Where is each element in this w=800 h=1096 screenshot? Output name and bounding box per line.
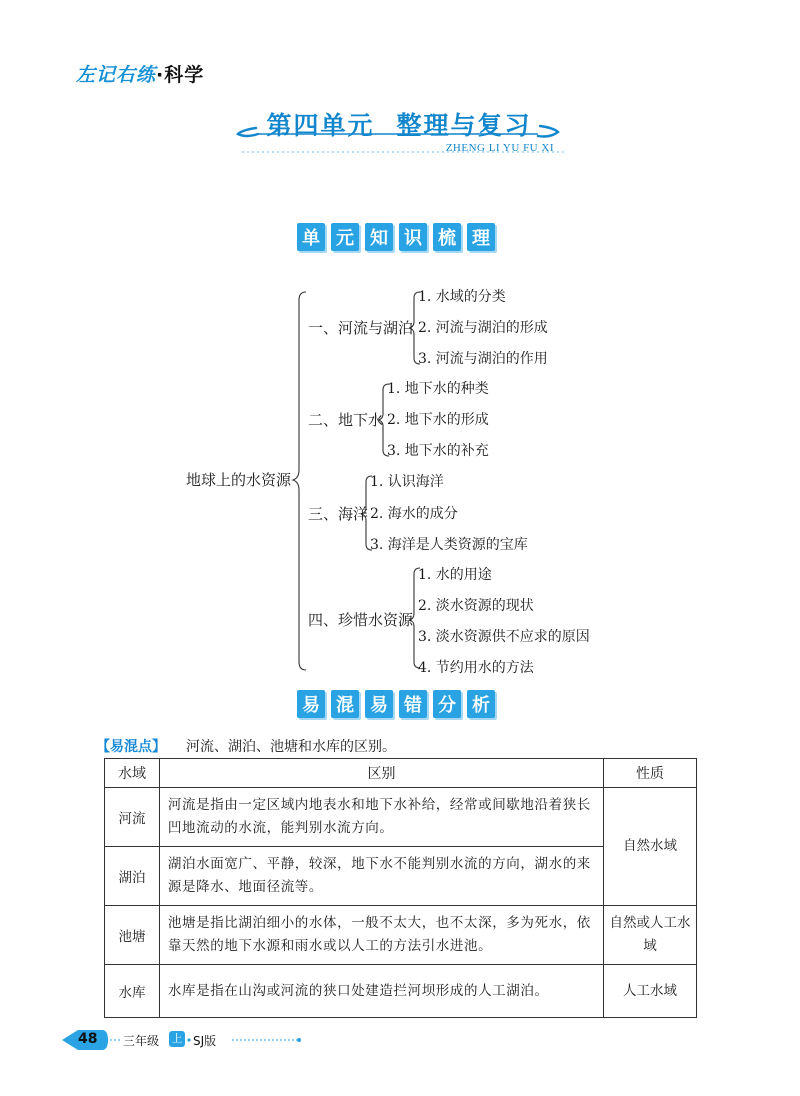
- grade-label: 三年级: [123, 1034, 160, 1048]
- heading-char: 易: [297, 690, 325, 718]
- tree-item: 3. 淡水资源供不应求的原因: [418, 629, 590, 645]
- water-body-comparison-table: [104, 758, 697, 1018]
- table-row: [105, 906, 697, 965]
- water-type-cell: 水库: [105, 965, 160, 1018]
- page-number: 48: [78, 1031, 98, 1047]
- water-type-cell: 池塘: [105, 906, 160, 965]
- tree-item: 1. 认识海洋: [370, 474, 444, 490]
- page-footer: [62, 1028, 302, 1052]
- difference-cell: 池塘是指比湖泊细小的水体，一般不太大，也不太深，多为死水，依靠天然的地下水源和雨水或以人工的方法引水进池。: [159, 906, 603, 965]
- difference-cell: 水库是指在山沟或河流的狭口处建造拦河坝形成的人工湖泊。: [159, 965, 603, 1018]
- property-cell: 自然水域: [604, 788, 697, 906]
- table-row: [105, 965, 697, 1018]
- tree-item: 3. 海洋是人类资源的宝库: [370, 537, 528, 553]
- tree-topic: 四、珍惜水资源: [308, 611, 414, 629]
- tree-item: 2. 河流与湖泊的形成: [418, 320, 548, 336]
- tree-item: 3. 地下水的补充: [387, 443, 489, 459]
- tree-item: 1. 水域的分类: [418, 289, 506, 305]
- table-header-row: [105, 759, 697, 788]
- tree-item: 2. 海水的成分: [370, 506, 458, 522]
- tree-item: 3. 河流与湖泊的作用: [418, 351, 548, 367]
- unit-title-right: 整理与复习: [396, 111, 532, 140]
- heading-char: 知: [365, 223, 393, 251]
- tree-item: 1. 水的用途: [418, 567, 492, 583]
- column-header: 区别: [159, 759, 603, 788]
- column-header: 水域: [105, 759, 160, 788]
- brand-separator: ·: [156, 64, 165, 86]
- tree-topic: 一、河流与湖泊: [308, 319, 414, 337]
- water-type-cell: 湖泊: [105, 847, 160, 906]
- property-cell: 人工水域: [604, 965, 697, 1018]
- brand-name: 左记右练: [76, 64, 157, 86]
- heading-char: 错: [399, 690, 427, 718]
- tree-item: 2. 地下水的形成: [387, 412, 489, 428]
- unit-title-left: 第四单元: [266, 111, 375, 140]
- confusion-section-heading: [297, 690, 495, 718]
- heading-char: 元: [331, 223, 359, 251]
- property-cell: 自然或人工水域: [604, 906, 697, 965]
- table-row: [105, 788, 697, 847]
- tree-root: 地球上的水资源: [186, 471, 292, 489]
- column-header: 性质: [604, 759, 697, 788]
- heading-char: 易: [365, 690, 393, 718]
- heading-char: 析: [467, 690, 495, 718]
- confusion-point-text: 河流、湖泊、池塘和水库的区别。: [186, 739, 396, 755]
- tree-item: 2. 淡水资源的现状: [418, 598, 534, 614]
- difference-cell: 河流是指由一定区域内地表水和地下水补给，经常或间歇地沿着狭长凹地流动的水流，能判别水流方向。: [159, 788, 603, 847]
- confusion-point-label: 【易混点】: [96, 739, 166, 755]
- tree-item: 1. 地下水的种类: [387, 381, 489, 397]
- tree-topic: 三、海洋: [308, 505, 369, 523]
- edition-label: SJ版: [193, 1034, 217, 1048]
- term-badge: 上: [169, 1031, 185, 1047]
- heading-char: 混: [331, 690, 359, 718]
- heading-char: 单: [297, 223, 325, 251]
- unit-title-pinyin: ZHENG LI YU FU XI: [445, 142, 554, 154]
- tree-item: 4. 节约用水的方法: [418, 660, 534, 676]
- heading-char: 理: [467, 223, 495, 251]
- heading-char: 梳: [433, 223, 461, 251]
- heading-char: 识: [399, 223, 427, 251]
- brand-subject: 科学: [164, 64, 205, 86]
- heading-char: 分: [433, 690, 461, 718]
- difference-cell: 湖泊水面宽广、平静，较深，地下水不能判别水流的方向，湖水的来源是降水、地面径流等。: [159, 847, 603, 906]
- water-type-cell: 河流: [105, 788, 160, 847]
- tree-topic: 二、地下水: [308, 411, 384, 429]
